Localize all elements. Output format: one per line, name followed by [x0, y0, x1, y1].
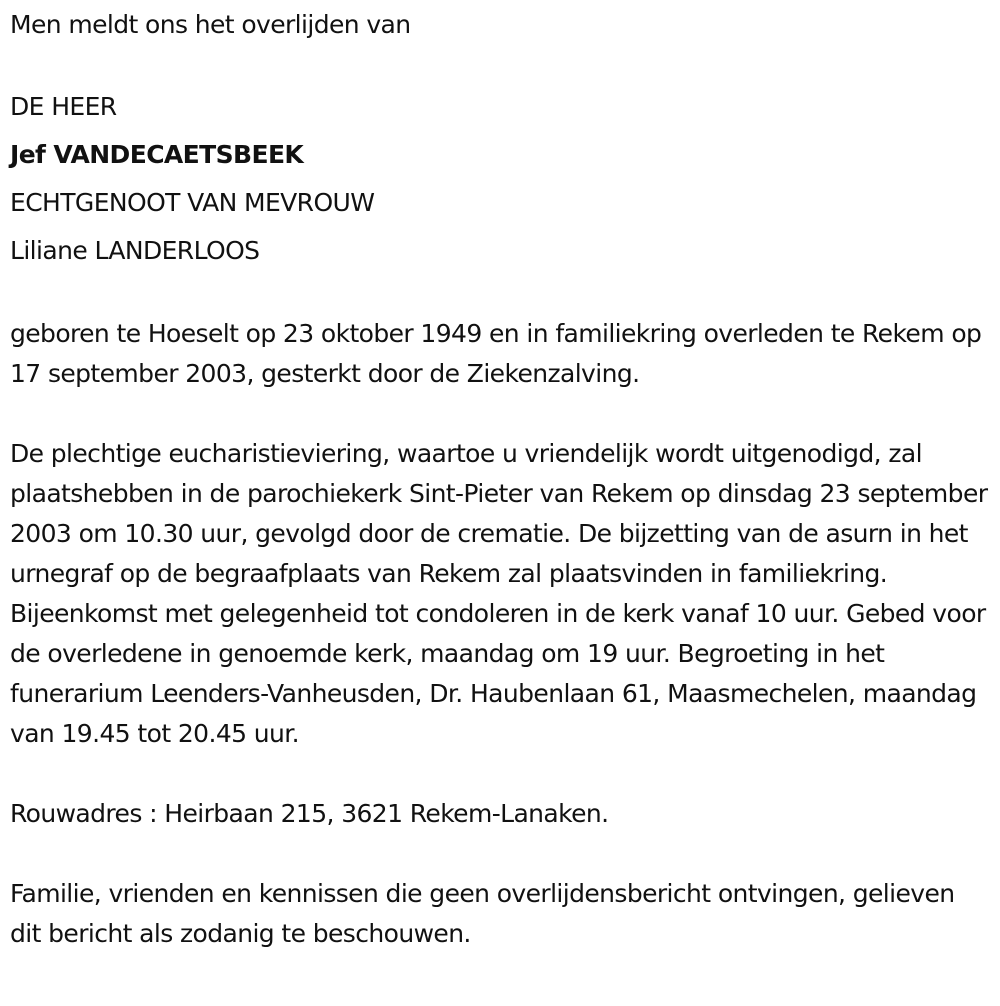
- closing-paragraph: Familie, vrienden en kennissen die geen overlijdensbericht ontvingen, gelieven dit bericht als zodanig te beschouwen.: [10, 879, 955, 948]
- mourning-address: Rouwadres : Heirbaan 215, 3621 Rekem-Lanaken.: [10, 799, 609, 828]
- deceased-name: Jef VANDECAETSBEEK: [10, 140, 304, 169]
- ceremony-paragraph: De plechtige eucharistieviering, waartoe u vriendelijk wordt uitgenodigd, zal plaatshebben in de parochiekerk Sint-Pieter van Rekem op dinsdag 23 september 2003 om 10.30 uur, gevolgd door de crematie. De bijzetting van de asurn in het urnegraf op de begraafplaats van Rekem zal plaatsvinden in familiekring. Bijeenkomst met gelegenheid tot condoleren in de kerk vanaf 10 uur. Gebed voor de overledene in genoemde kerk, maandag om 19 uur. Begroeting in het funerarium Leenders-Vanheusden, Dr. Haubenlaan 61, Maasmechelen, maandag van 19.45 tot 20.45 uur.: [10, 439, 988, 748]
- spouse-name: Liliane LANDERLOOS: [10, 236, 260, 265]
- title-text: DE HEER: [10, 92, 117, 121]
- intro-text: Men meldt ons het overlijden van: [10, 10, 411, 39]
- birth-death-paragraph: geboren te Hoeselt op 23 oktober 1949 en in familiekring overleden te Rekem op 17 september 2003, gesterkt door de Ziekenzalving.: [10, 319, 982, 388]
- death-notice: [10, 6, 990, 954]
- name-block: [10, 88, 990, 280]
- spouse-label: ECHTGENOOT VAN MEVROUW: [10, 188, 375, 217]
